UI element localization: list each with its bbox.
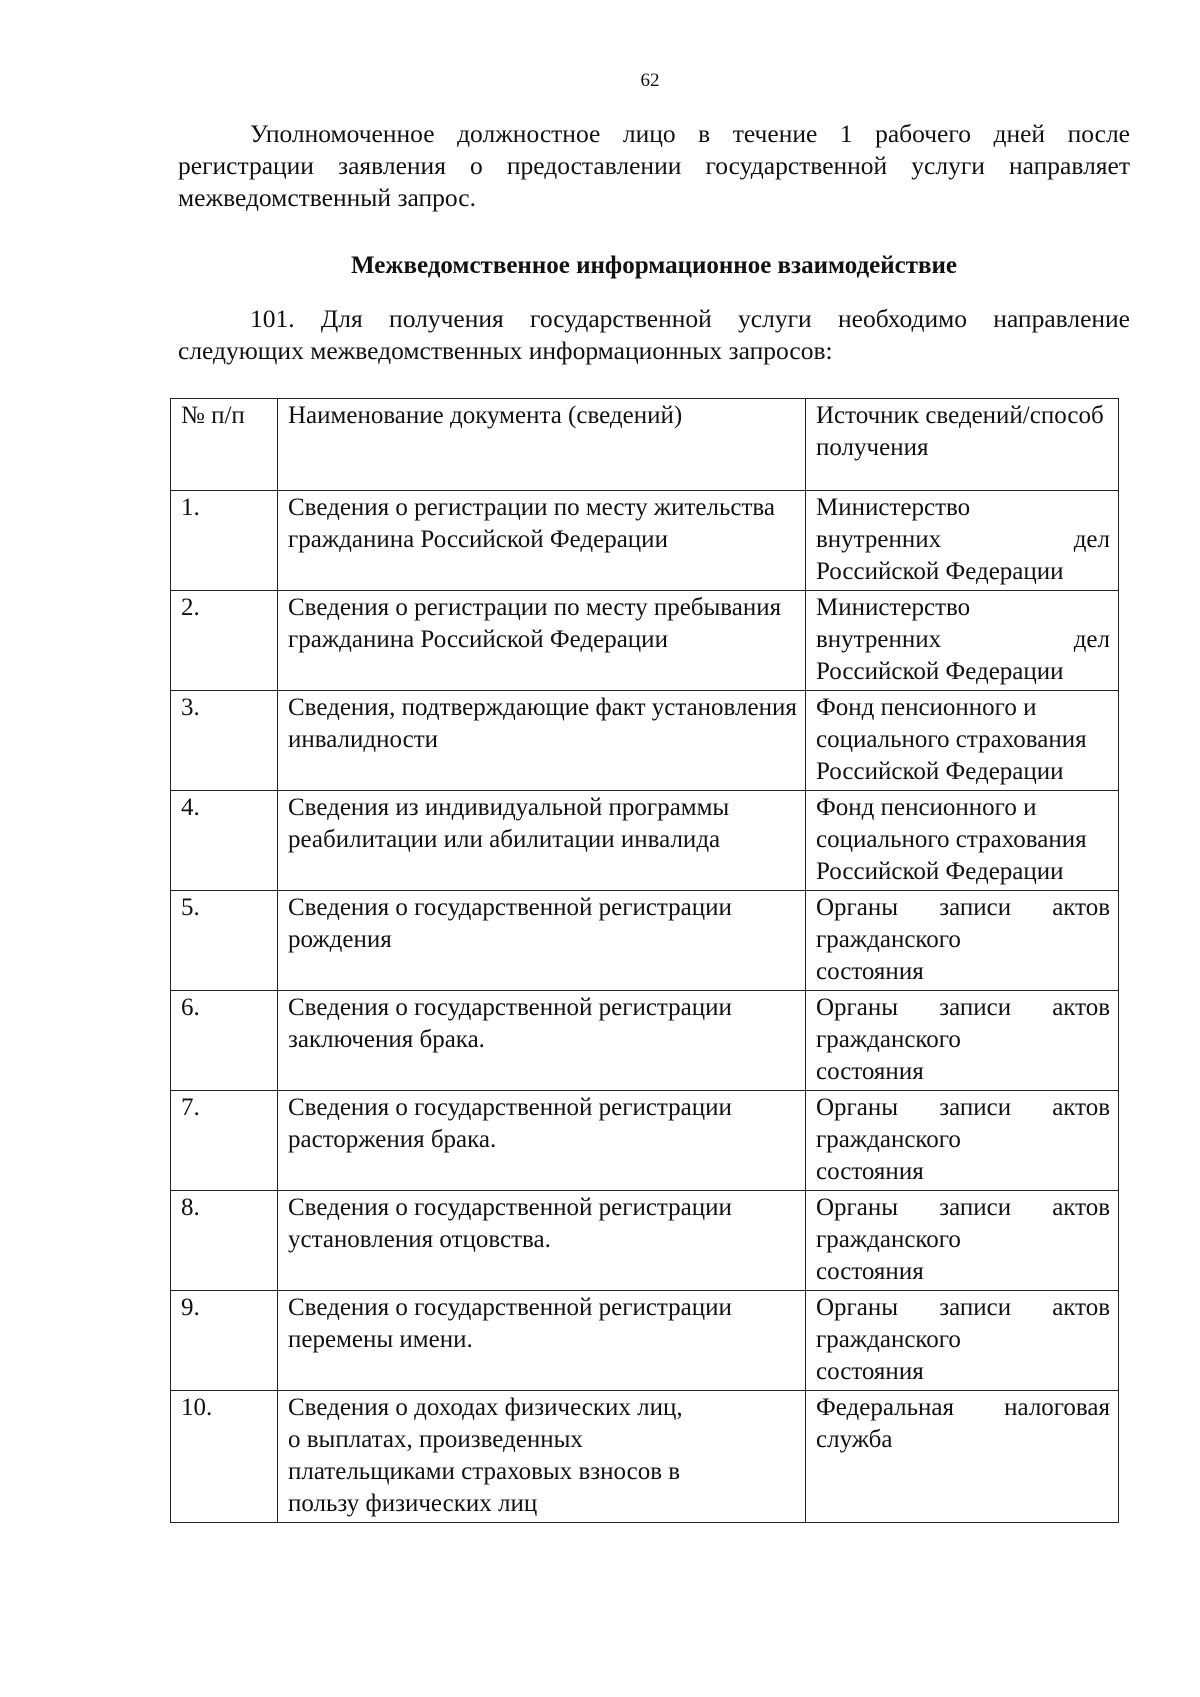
row-source: Министерство внутренних дел Российской Федерации (806, 491, 1119, 591)
table-row (171, 991, 1119, 1091)
header-source: Источник сведений/способ получения (806, 399, 1119, 491)
table-row (171, 791, 1119, 891)
row-source: Фонд пенсионного и социального страхования Российской Федерации (806, 791, 1119, 891)
intro-paragraph (178, 118, 1130, 214)
row-name: Сведения о государственной регистрации рождения (278, 891, 806, 991)
table-row (171, 491, 1119, 591)
row-source: Фонд пенсионного и социального страхования Российской Федерации (806, 691, 1119, 791)
row-name: Сведения о государственной регистрации перемены имени. (278, 1291, 806, 1391)
row-name: Сведения о доходах физических лиц, о выплатах, произведенных плательщиками страховых взносов в пользу физических лиц (278, 1391, 806, 1523)
table-row (171, 1391, 1119, 1523)
row-num: 9. (171, 1291, 278, 1391)
page-number: 62 (640, 70, 660, 91)
row-source: Министерство внутренних дел Российской Федерации (806, 591, 1119, 691)
table-row (171, 1291, 1119, 1391)
row-name: Сведения о государственной регистрации заключения брака. (278, 991, 806, 1091)
row-source: Органы записи актов гражданского состояния (806, 991, 1119, 1091)
row-num: 5. (171, 891, 278, 991)
header-name: Наименование документа (сведений) (278, 399, 806, 491)
row-num: 8. (171, 1191, 278, 1291)
row-name: Сведения из индивидуальной программы реабилитации или абилитации инвалида (278, 791, 806, 891)
header-num: № п/п (171, 399, 278, 491)
table-row (171, 1091, 1119, 1191)
row-name: Сведения о государственной регистрации установления отцовства. (278, 1191, 806, 1291)
row-num: 6. (171, 991, 278, 1091)
row-name: Сведения, подтверждающие факт установления инвалидности (278, 691, 806, 791)
row-num: 1. (171, 491, 278, 591)
row-source: Органы записи актов гражданского состояния (806, 891, 1119, 991)
row-source: Органы записи актов гражданского состояния (806, 1191, 1119, 1291)
row-num: 2. (171, 591, 278, 691)
row-num: 10. (171, 1391, 278, 1523)
row-num: 7. (171, 1091, 278, 1191)
interagency-requests-table (170, 398, 1119, 1523)
table-row (171, 1191, 1119, 1291)
item-101-paragraph (178, 303, 1130, 367)
table-row (171, 891, 1119, 991)
table-row (171, 591, 1119, 691)
row-source: Органы записи актов гражданского состояния (806, 1091, 1119, 1191)
row-source: Федеральная налоговая служба (806, 1391, 1119, 1523)
section-heading: Межведомственное информационное взаимодействие (351, 252, 957, 279)
item-101-text: 101. Для получения государственной услуги необходимо направление следующих межведомственных информационных запросов: (178, 304, 1130, 365)
table-row (171, 691, 1119, 791)
table-header-row (171, 399, 1119, 491)
row-name: Сведения о государственной регистрации расторжения брака. (278, 1091, 806, 1191)
row-name: Сведения о регистрации по месту пребывания гражданина Российской Федерации (278, 591, 806, 691)
row-source: Органы записи актов гражданского состояния (806, 1291, 1119, 1391)
intro-paragraph-text: Уполномоченное должностное лицо в течение 1 рабочего дней после регистрации заявления о предоставлении государственной услуги направляет межведомственный запрос. (178, 119, 1130, 212)
row-num: 4. (171, 791, 278, 891)
row-num: 3. (171, 691, 278, 791)
row-name: Сведения о регистрации по месту жительства гражданина Российской Федерации (278, 491, 806, 591)
